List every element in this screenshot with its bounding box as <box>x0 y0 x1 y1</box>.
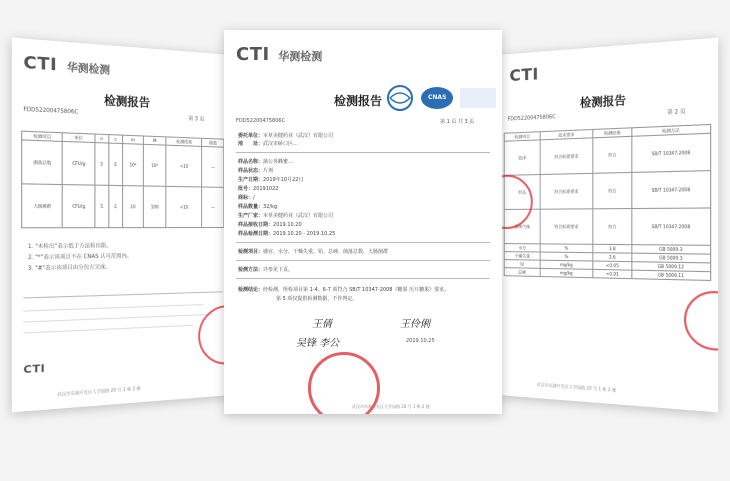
table-cell: 符合 <box>593 172 632 208</box>
logo-brand: CTI <box>509 64 539 86</box>
table-cell: 10⁵ <box>144 144 166 186</box>
report-number: FDD52200475806C <box>507 114 556 123</box>
table-cell: GB 5009.3 <box>632 253 710 263</box>
field-label: 样品状态： <box>238 168 264 174</box>
table-cell: 滋味气味 <box>504 209 540 244</box>
table-header-cell: 限值 <box>202 138 224 147</box>
divider <box>23 291 222 298</box>
table-header-cell: 检测方法 <box>632 124 710 136</box>
table-cell: 色泽 <box>504 140 540 176</box>
field-label: 批号： <box>238 186 254 192</box>
field-label: 委托单位： <box>238 133 264 139</box>
field-label: 样品名称： <box>238 159 264 165</box>
table-cell: <10 <box>166 186 202 227</box>
field-value: 2019年10月22日 <box>263 177 304 183</box>
footer-address: 武汉市东湖开发区大学园路 20 号 1 栋 2 楼 <box>536 381 617 393</box>
note-line: 2. "*"表示该项目不在 CNAS 认可范围内。 <box>27 253 132 262</box>
page-title: 检测报告 <box>104 93 151 110</box>
field-value: 经检测，所检项目第 1-4、6-7 项符合 SB/T 10347-2008《糖果 压片糖果》要求。 <box>263 287 450 293</box>
table-cell: GB 5009.3 <box>632 245 710 254</box>
table-cell: 菌落总数 <box>22 140 63 185</box>
field-label: 检测结论： <box>238 287 264 293</box>
report-page-3 <box>12 38 232 413</box>
table-cell: 10⁴ <box>122 144 143 186</box>
table-cell: CFU/g <box>63 185 95 228</box>
table-cell: 水分 <box>504 244 540 252</box>
field-label: 生产厂家： <box>238 213 264 219</box>
field-row <box>238 167 273 174</box>
table-cell: 符合标准要求 <box>541 209 593 244</box>
field-value: 2019.10.20 - 2019.10.25 <box>273 231 336 237</box>
field-value: 武汉市硚口区… <box>263 141 299 147</box>
signature-approver: 王伶俐 <box>400 319 430 330</box>
table-cell: % <box>541 244 593 253</box>
cnas-label: CNAS <box>428 94 447 101</box>
field-row <box>238 140 298 147</box>
method-row <box>238 266 293 273</box>
field-value: 片剂 <box>263 168 274 174</box>
table-header-cell: 检测结果 <box>166 137 202 147</box>
field-value: 详参见下页。 <box>263 267 294 273</box>
report-date: 2019.10.25 <box>406 338 435 344</box>
field-label: 样品数量： <box>238 204 264 210</box>
table-cell: % <box>541 252 593 261</box>
divider <box>236 260 490 261</box>
field-row <box>238 158 293 165</box>
divider <box>236 278 490 279</box>
table-cell: <0.05 <box>593 261 632 270</box>
table-cell: 100 <box>144 186 166 228</box>
table-row <box>504 171 710 210</box>
logo-brand: CTI <box>236 44 270 65</box>
table-header-cell: M <box>144 136 166 145</box>
field-row <box>238 194 255 201</box>
field-label: 商标： <box>238 195 254 201</box>
table-cell: 5 <box>95 143 109 186</box>
page-number: 第 3 页 <box>188 115 205 123</box>
note-line: 1. "未检出"表示低于方法检出限。 <box>27 242 112 251</box>
table-cell: 形态 <box>504 175 540 210</box>
table-cell: <10 <box>166 145 202 187</box>
table-cell: SB/T 10347-2008 <box>632 208 710 245</box>
divider <box>23 314 212 323</box>
table-row <box>504 208 710 245</box>
note-line: 3. "#"表示该项目由分包方完成。 <box>27 264 111 273</box>
table-cell: CFU/g <box>63 141 95 185</box>
table-row <box>504 133 710 175</box>
table-cell: GB 5009.11 <box>632 270 710 280</box>
table-cell: 干燥失重 <box>504 252 540 261</box>
table-header-cell: 检测项目 <box>22 131 63 141</box>
field-label: 样品接收日期： <box>238 222 274 228</box>
results-table <box>504 124 711 281</box>
field-value: 32/kg <box>263 204 278 210</box>
table-header-cell: 单位 <box>63 133 95 143</box>
field-value: 蒲公英蜂蜜… <box>263 159 294 165</box>
table-cell: GB 5009.12 <box>632 262 710 272</box>
divider <box>23 325 193 334</box>
logo-brand: CTI <box>23 51 58 75</box>
report-number: FDD52200475806C <box>236 118 286 124</box>
field-row <box>238 203 277 210</box>
table-cell: — <box>202 146 224 187</box>
page-title: 检测报告 <box>334 94 383 108</box>
page-number: 第 1 页 共 3 页 <box>440 119 475 125</box>
divider <box>23 304 203 312</box>
field-value: / <box>253 195 255 201</box>
signature-compiler: 王倩 <box>312 319 332 330</box>
table-cell: 3.8 <box>593 244 632 253</box>
table-header-cell: 技术要求 <box>541 129 593 139</box>
report-page-1 <box>224 30 502 414</box>
table-row <box>22 184 224 228</box>
test-items-row <box>238 248 388 255</box>
table-cell: SB/T 10347-2008 <box>632 171 710 209</box>
table-header-cell: 检测结果 <box>593 128 632 138</box>
table-cell: 5 <box>95 185 109 228</box>
cti-logo <box>23 52 110 78</box>
micro-table <box>21 131 224 229</box>
divider <box>236 152 490 153</box>
logo-name: 华测检测 <box>66 62 111 78</box>
table-header-cell: m <box>122 135 143 144</box>
report-page-2 <box>498 38 718 413</box>
table-cell: SB/T 10347-2008 <box>632 133 710 172</box>
report-number: FDD52200475806C <box>23 106 79 116</box>
signature-reviewer: 吴锋 李公 <box>296 338 340 349</box>
page-title: 检测报告 <box>579 93 626 110</box>
table-cell: 铅 <box>504 260 540 269</box>
divider <box>236 242 490 243</box>
table-cell: 符合 <box>593 136 632 173</box>
field-row <box>238 185 278 192</box>
table-cell: 2 <box>109 185 123 227</box>
table-cell: 大肠菌群 <box>22 184 63 228</box>
field-row <box>238 230 335 237</box>
field-value: 2019.10.20 <box>273 222 302 228</box>
footer-address: 武汉市东湖开发区大学园路 20 号 1 栋 2 楼 <box>57 385 141 397</box>
field-value: 本草美健药业（武汉）有限公司 <box>263 133 334 139</box>
table-cell: 符合标准要求 <box>541 138 593 175</box>
field-row <box>238 132 333 139</box>
table-cell: mg/kg <box>541 260 593 269</box>
field-value: 本草美健药业（武汉）有限公司 <box>263 213 334 219</box>
red-seal-stamp <box>684 290 718 352</box>
field-value: 20191022 <box>253 186 279 192</box>
field-label: 地 址： <box>238 141 264 147</box>
logo-name: 华测检测 <box>278 50 323 63</box>
table-header-cell: 检测项目 <box>504 132 540 142</box>
field-value: 感官、水分、干燥失重、铅、总砷、菌落总数、大肠菌群 <box>263 249 389 255</box>
field-row <box>238 212 333 219</box>
table-cell: 符合 <box>593 209 632 245</box>
field-label: 样品检测日期： <box>238 231 274 237</box>
field-label: 检测方法： <box>238 267 264 273</box>
table-cell: 符合标准要求 <box>541 173 593 209</box>
cti-logo <box>236 44 322 65</box>
table-cell: <0.01 <box>593 269 632 278</box>
table-cell: — <box>202 187 224 228</box>
table-cell: 总砷 <box>504 268 540 277</box>
table-cell: mg/kg <box>541 268 593 277</box>
table-cell: 2.6 <box>593 253 632 262</box>
field-label: 检测项目： <box>238 249 264 255</box>
logo-brand: CTI <box>23 363 46 377</box>
cnas-mark <box>460 88 496 108</box>
field-row <box>238 176 303 183</box>
table-cell: 2 <box>109 143 123 186</box>
table-header-cell: n <box>95 134 109 143</box>
table-row <box>22 140 224 187</box>
page-number: 第 2 页 <box>667 108 686 117</box>
cti-logo <box>509 64 538 85</box>
table-cell: 10 <box>122 186 143 228</box>
field-label: 生产日期： <box>238 177 264 183</box>
ilac-globe-icon <box>386 84 414 112</box>
conclusion-row <box>238 286 449 293</box>
conclusion-note: 第 5 项仅提供检测数据，不作判定。 <box>276 296 358 302</box>
table-header-cell: c <box>109 135 123 144</box>
cti-footer-logo <box>23 355 45 377</box>
footer-address: 武汉市东湖开发区大学园路 20 号 1 栋 2 楼 <box>352 404 430 409</box>
field-row <box>238 221 302 228</box>
